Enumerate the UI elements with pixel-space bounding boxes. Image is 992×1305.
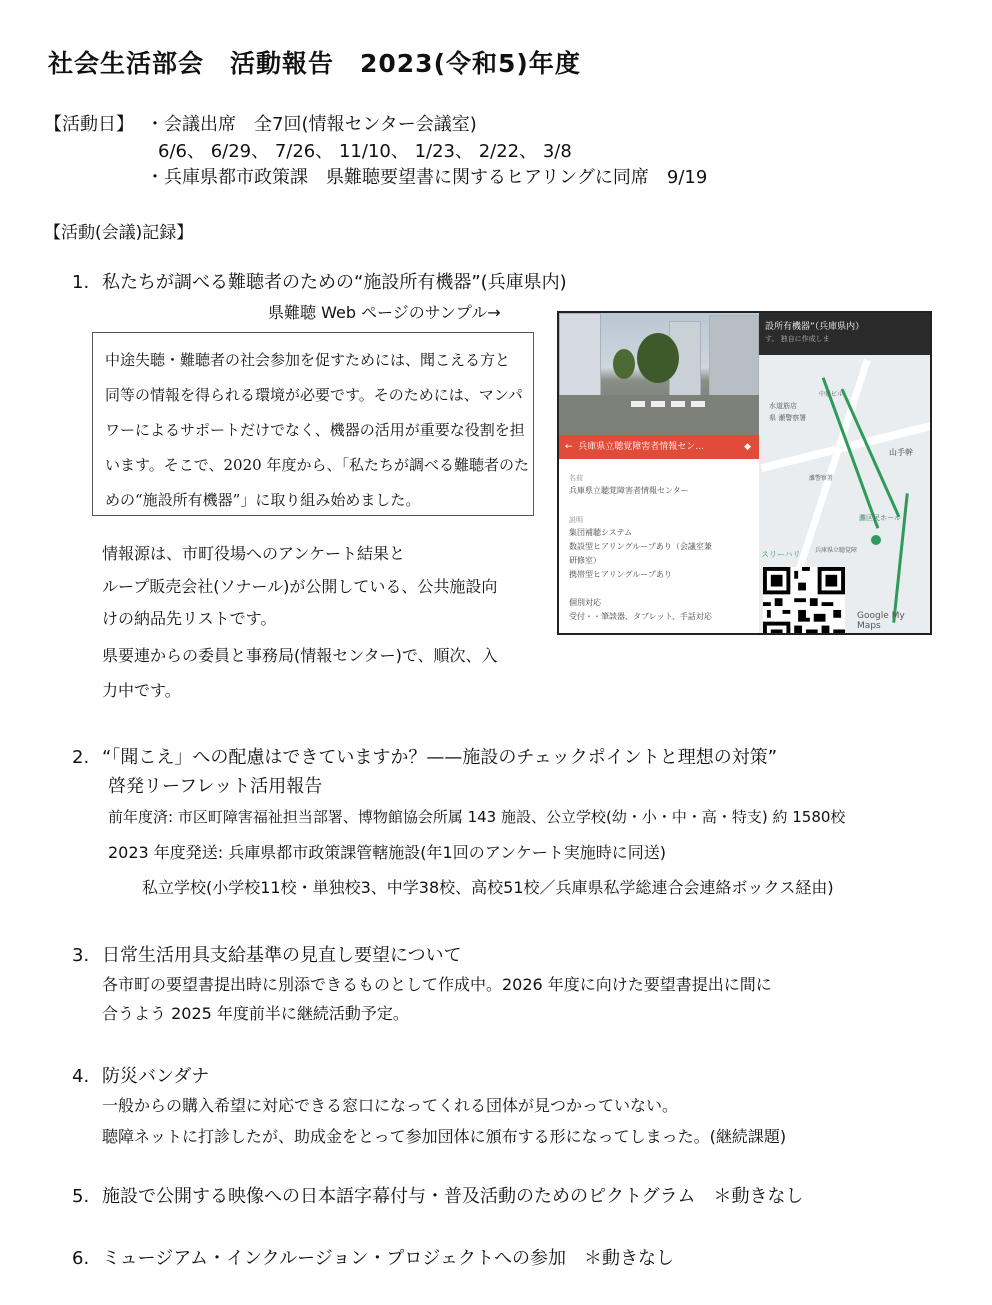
item-2-heading: 2. “「聞こえ」への配慮はできていますか？——施設のチェックポイントと理想の対策” [72,747,778,768]
intro-box-line: ワーによるサポートだけでなく、機器の活用が重要な役割を担 [105,421,525,439]
intro-box-line: 同等の情報を得られる環境が必要です。そのためには、マンパ [105,386,523,404]
item-1-body-line: ループ販売会社(ソナール)が公開している、公共施設向 [102,577,498,596]
intro-box [92,332,534,516]
item-6-number: 6. [72,1248,90,1269]
item-5-number: 5. [72,1186,90,1207]
item-1-number: 1. [72,272,90,293]
activity-days-line-3: ・兵庫県都市政策課 県難聴要望書に関するヒアリングに同席 9/19 [146,167,708,188]
intro-box-line: めの“施設所有機器”」に取り組み始めました。 [105,491,421,509]
item-6-heading: 6. ミュージアム・インクルージョン・プロジェクトへの参加 ＊動きなし [72,1248,675,1269]
google-map: 設所有機器”（兵庫県内） す。 独自に作成しま 水道筋店 県 瀬警察署 山手幹 灘区民ホール 兵庫県立聴覚障 スリーハリ 中延ビル 灘警察署 [759,313,932,635]
activity-days-label: 【活動日】 [44,114,134,135]
item-2-line-3: 私立学校(小学校11校・単独校3、中学38校、高校51校／兵庫県私学総連合会連絡ボックス経由) [142,878,834,897]
back-arrow-icon: ← [565,442,573,452]
item-1-body-line: 情報源は、市町役場へのアンケート結果と [102,544,406,563]
activity-days-line-2: 6/6、 6/29、 7/26、 11/10、 1/23、 2/22、 3/8 [158,141,572,162]
google-my-maps-logo: Google My Maps [857,611,905,631]
item-4-line-1: 一般からの購入希望に対応できる窓口になってくれる団体が見つかっていない。 [102,1096,679,1115]
sample-caption: 県難聴 Web ページのサンプル→ [268,303,501,322]
item-3-number: 3. [72,945,90,966]
facility-header-bar: ← 兵庫県立聴覚障害者情報セン... ◆ [559,435,759,459]
item-1-heading: 1. 私たちが調べる難聴者のための“施設所有機器”(兵庫県内) [72,272,567,293]
street-photo [559,313,759,435]
activity-days-line-1: ・会議出席 全7回(情報センター会議室) [146,114,477,135]
item-2-line-1: 前年度済: 市区町障害福祉担当部署、博物館協会所属 143 施設、公立学校(幼・小・中・高・特支) 約 1580校 [108,808,846,826]
map-pin-icon [871,535,881,545]
intro-box-line: 中途失聴・難聴者の社会参加を促すためには、聞こえる方と [105,351,511,369]
item-3-line-2: 合うよう 2025 年度前半に継続活動予定。 [102,1004,409,1023]
item-3-line-1: 各市町の要望書提出時に別添できるものとして作成中。2026 年度に向けた要望書提出に間に [102,975,772,994]
page-title: 社会生活部会 活動報告 2023(令和5)年度 [48,49,581,78]
intro-box-line: います。そこで、2020 年度から、「私たちが調べる難聴者のた [105,456,529,474]
item-1-body-line: けの納品先リストです。 [102,609,277,628]
facility-info-panel: 名前 兵庫県立聴覚障害者情報センター 説明 集団補聴システム 数設型ヒアリングループあり（会議室兼 研修室） 携帯型ヒアリングループあり 個別対応 受付・・筆談器、タブレット、手話対応 [559,459,759,635]
record-label: 【活動(会議)記録】 [44,223,194,243]
map-title-bar: 設所有機器”（兵庫県内） す。 独自に作成しま [759,313,932,355]
item-3-heading: 3. 日常生活用具支給基準の見直し要望について [72,945,462,966]
item-5-heading: 5. 施設で公開する映像への日本語字幕付与・普及活動のためのピクトグラム ＊動きなし [72,1186,804,1207]
item-2-number: 2. [72,747,90,768]
item-4-heading: 4. 防災バンダナ [72,1066,210,1087]
directions-icon: ◆ [744,442,751,452]
item-4-line-2: 聴障ネットに打診したが、助成金をとって参加団体に頒布する形になってしまった。(継続課題) [102,1127,787,1146]
item-4-number: 4. [72,1066,90,1087]
item-1-body-line: 力中です。 [102,681,181,700]
item-1-body-line: 県要連からの委員と事務局(情報センター)で、順次、入 [102,646,498,665]
web-page-sample-image [557,311,932,635]
item-2-line-2: 2023 年度発送: 兵庫県都市政策課管轄施設(年1回のアンケート実施時に同送) [108,843,666,862]
item-2-subheading: 啓発リーフレット活用報告 [108,776,323,797]
qr-code [763,567,845,635]
